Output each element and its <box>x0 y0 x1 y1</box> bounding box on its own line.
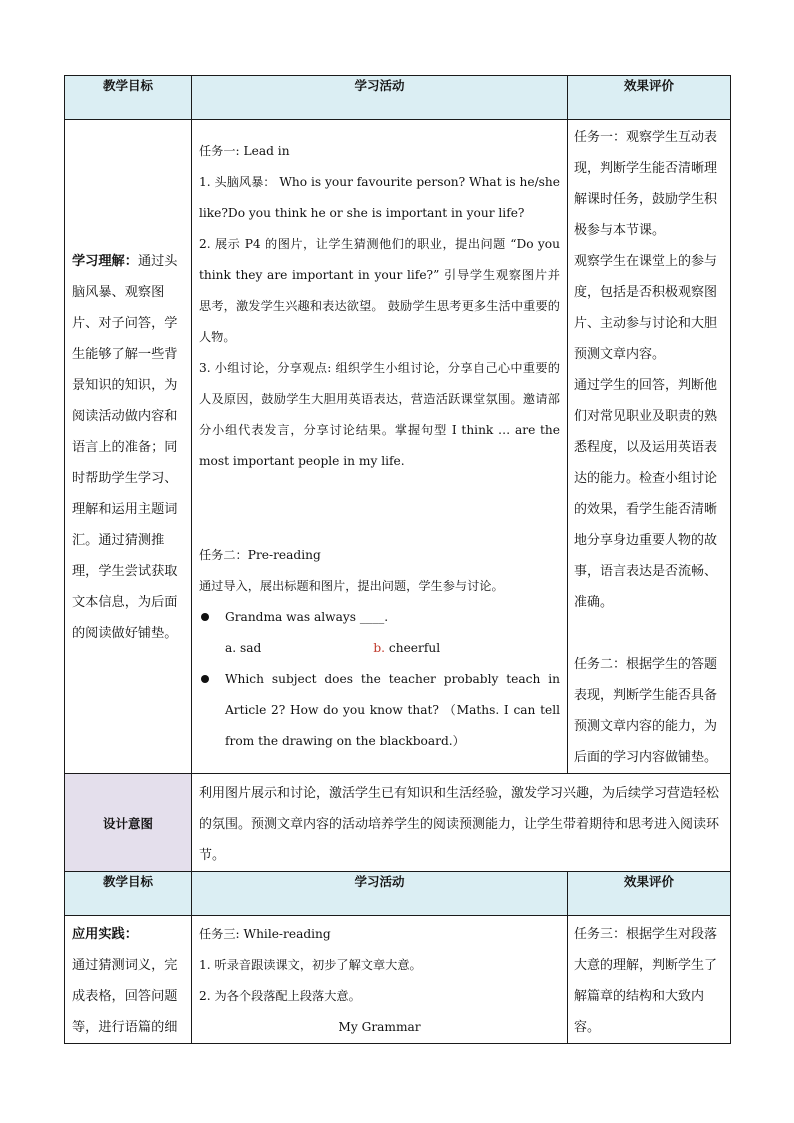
task3-step2: 2. 为各个段落配上段落大意。 <box>199 989 361 1003</box>
goal-cell <box>65 120 192 774</box>
eval-cell <box>568 120 731 774</box>
eval-participation: 观察学生在课堂上的参与度，包括是否积极观察图片、主动参与讨论和大胆预测文章内容。 <box>574 254 718 362</box>
design-intent-label: 设计意图 <box>65 774 192 872</box>
content-row-1 <box>65 120 731 774</box>
header-row-2 <box>65 872 731 916</box>
eval-task1: 任务一：观察学生互动表现，判断学生能否清晰理解课时任务，鼓励学生积极参与本节课。 <box>574 130 718 238</box>
activity-cell <box>192 120 568 774</box>
task1-title: 任务一: Lead in <box>199 144 290 158</box>
eval-cell-2 <box>568 916 731 1044</box>
header-eval-2: 效果评价 <box>568 872 731 916</box>
design-intent-row <box>65 774 731 872</box>
task1-step3: 3. 小组讨论，分享观点: 组织学生小组讨论，分享自己心中重要的人及原因，鼓励学生大胆用英语表达，营造活跃课堂氛围。邀请部分小组代表发言，分享讨论结果。掌握句型 I think … are the most important people in my life. <box>199 361 560 468</box>
header-row <box>65 76 731 120</box>
task1-step2: 2. 展示 P4 的图片，让学生猜测他们的职业，提出问题 “Do you think they are important in your life?” 引导学生观察图片并思考，激发学生兴趣和表达欲望。 鼓励学生思考更多生活中重要的人物。 <box>199 237 560 344</box>
goal-label: 学习理解： <box>72 254 138 269</box>
content-row-2 <box>65 916 731 1044</box>
header-goal-2: 教学目标 <box>65 872 192 916</box>
header-eval: 效果评价 <box>568 76 731 120</box>
task2-title: 任务二：Pre-reading <box>199 548 321 562</box>
goal-cell-2 <box>65 916 192 1044</box>
eval-answers: 通过学生的回答，判断他们对常见职业及职责的熟悉程度，以及运用英语表达的能力。检查小组讨论的效果，看学生能否清晰地分享身边重要人物的故事，语言表达是否流畅、准确。 <box>574 378 718 610</box>
question-1-options <box>199 633 560 664</box>
option-b-letter: b. <box>373 641 386 655</box>
goal-text-2: 通过猜测词义，完成表格，回答问题等，进行语篇的细 <box>72 958 178 1035</box>
header-goal: 教学目标 <box>65 76 192 120</box>
eval-task3: 任务三：根据学生对段落大意的理解，判断学生了解篇章的结构和大致内容。 <box>574 927 718 1035</box>
task2-intro: 通过导入，展出标题和图片，提出问题，学生参与讨论。 <box>199 579 504 593</box>
task3-title: 任务三: While-reading <box>199 927 331 941</box>
bullet-dot <box>201 675 209 683</box>
option-b-text: cheerful <box>385 641 441 655</box>
goal-label-2: 应用实践： <box>72 927 138 942</box>
task3-subtitle: My Grammar <box>338 1020 421 1034</box>
lesson-plan-table <box>64 75 731 1044</box>
activity-cell-2 <box>192 916 568 1044</box>
option-a: a. sad <box>225 641 262 655</box>
question-1: Grandma was always ____. <box>199 602 560 633</box>
question-2: Which subject does the teacher probably teach in Article 2? How do you know that? （Maths. I can tell from the drawing on the blackboard.） <box>199 664 560 757</box>
header-activity: 学习活动 <box>192 76 568 120</box>
bullet-dot <box>201 613 209 621</box>
eval-task2: 任务二：根据学生的答题表现，判断学生能否具备预测文章内容的能力，为后面的学习内容做铺垫。 <box>574 657 718 765</box>
task1-step1: 1. 头脑风暴： Who is your favourite person? What is he/she like?Do you think he or she is important in your life? <box>199 175 560 220</box>
header-activity-2: 学习活动 <box>192 872 568 916</box>
task3-step1: 1. 听录音跟读课文，初步了解文章大意。 <box>199 958 422 972</box>
goal-text: 通过头脑风暴、观察图片、对子问答，学生能够了解一些背景知识的知识，为阅读活动做内容和语言上的准备；同时帮助学生学习、理解和运用主题词汇。通过猜测推理，学生尝试获取文本信息，为后面的阅读做好铺垫。 <box>72 254 178 641</box>
design-intent-text: 利用图片展示和讨论，激活学生已有知识和生活经验，激发学习兴趣，为后续学习营造轻松的氛围。预测文章内容的活动培养学生的阅读预测能力，让学生带着期待和思考进入阅读环节。 <box>192 774 731 872</box>
